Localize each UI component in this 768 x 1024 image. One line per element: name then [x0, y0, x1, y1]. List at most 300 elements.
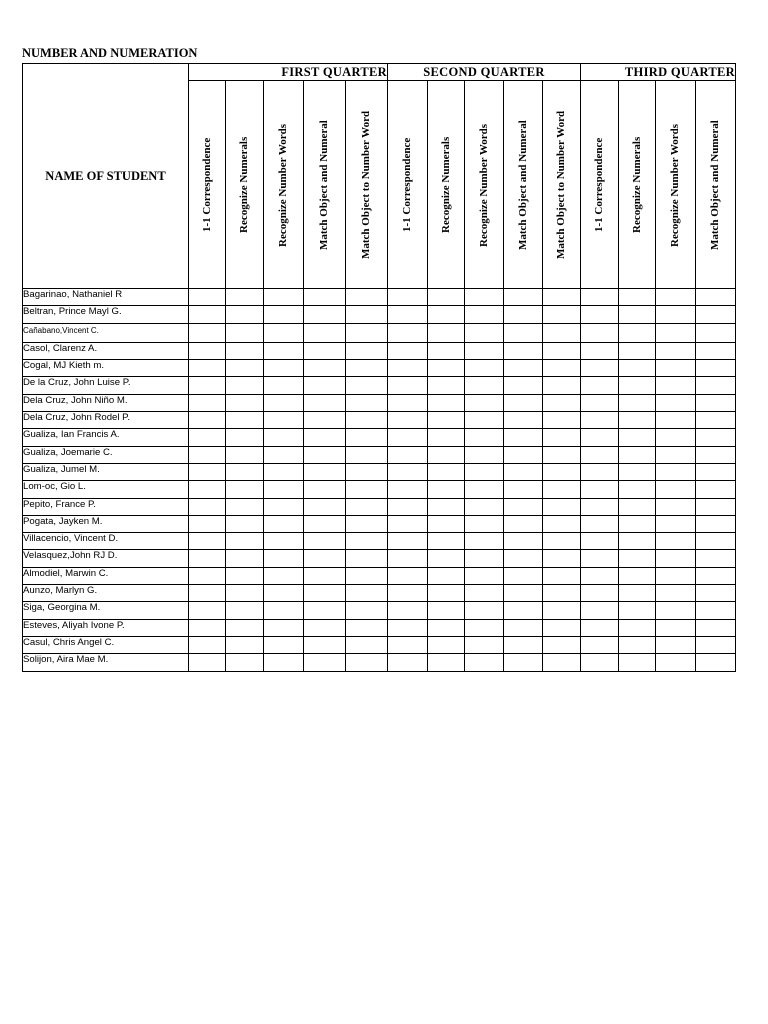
score-cell[interactable] [465, 463, 504, 480]
score-cell[interactable] [428, 585, 465, 602]
score-cell[interactable] [388, 619, 428, 636]
score-cell[interactable] [543, 636, 581, 653]
score-cell[interactable] [696, 585, 736, 602]
score-cell[interactable] [504, 394, 543, 411]
score-cell[interactable] [264, 481, 304, 498]
score-cell[interactable] [346, 446, 388, 463]
score-cell[interactable] [656, 446, 696, 463]
score-cell[interactable] [189, 481, 226, 498]
score-cell[interactable] [346, 377, 388, 394]
score-cell[interactable] [226, 481, 264, 498]
score-cell[interactable] [189, 306, 226, 323]
score-cell[interactable] [304, 446, 346, 463]
score-cell[interactable] [581, 619, 619, 636]
score-cell[interactable] [428, 323, 465, 342]
score-cell[interactable] [264, 289, 304, 306]
score-cell[interactable] [504, 306, 543, 323]
score-cell[interactable] [346, 360, 388, 377]
score-cell[interactable] [304, 323, 346, 342]
score-cell[interactable] [264, 619, 304, 636]
score-cell[interactable] [543, 481, 581, 498]
score-cell[interactable] [226, 360, 264, 377]
score-cell[interactable] [465, 602, 504, 619]
score-cell[interactable] [264, 550, 304, 567]
score-cell[interactable] [388, 463, 428, 480]
score-cell[interactable] [428, 567, 465, 584]
score-cell[interactable] [696, 360, 736, 377]
score-cell[interactable] [346, 429, 388, 446]
score-cell[interactable] [465, 289, 504, 306]
score-cell[interactable] [388, 289, 428, 306]
score-cell[interactable] [226, 550, 264, 567]
score-cell[interactable] [543, 289, 581, 306]
score-cell[interactable] [226, 602, 264, 619]
score-cell[interactable] [304, 636, 346, 653]
score-cell[interactable] [619, 585, 656, 602]
score-cell[interactable] [465, 394, 504, 411]
score-cell[interactable] [304, 550, 346, 567]
score-cell[interactable] [189, 654, 226, 671]
score-cell[interactable] [304, 377, 346, 394]
score-cell[interactable] [619, 289, 656, 306]
score-cell[interactable] [304, 619, 346, 636]
score-cell[interactable] [696, 619, 736, 636]
score-cell[interactable] [504, 360, 543, 377]
score-cell[interactable] [264, 463, 304, 480]
score-cell[interactable] [581, 377, 619, 394]
score-cell[interactable] [346, 463, 388, 480]
score-cell[interactable] [388, 515, 428, 532]
score-cell[interactable] [388, 446, 428, 463]
score-cell[interactable] [304, 289, 346, 306]
score-cell[interactable] [581, 446, 619, 463]
score-cell[interactable] [581, 602, 619, 619]
score-cell[interactable] [264, 323, 304, 342]
score-cell[interactable] [656, 377, 696, 394]
score-cell[interactable] [619, 515, 656, 532]
score-cell[interactable] [264, 654, 304, 671]
score-cell[interactable] [543, 533, 581, 550]
score-cell[interactable] [656, 394, 696, 411]
score-cell[interactable] [346, 342, 388, 359]
score-cell[interactable] [189, 289, 226, 306]
score-cell[interactable] [581, 323, 619, 342]
score-cell[interactable] [581, 306, 619, 323]
score-cell[interactable] [264, 412, 304, 429]
score-cell[interactable] [543, 567, 581, 584]
score-cell[interactable] [619, 636, 656, 653]
score-cell[interactable] [388, 636, 428, 653]
score-cell[interactable] [581, 498, 619, 515]
score-cell[interactable] [189, 360, 226, 377]
score-cell[interactable] [428, 306, 465, 323]
score-cell[interactable] [504, 429, 543, 446]
score-cell[interactable] [189, 446, 226, 463]
score-cell[interactable] [264, 429, 304, 446]
score-cell[interactable] [504, 289, 543, 306]
score-cell[interactable] [696, 394, 736, 411]
score-cell[interactable] [581, 550, 619, 567]
score-cell[interactable] [189, 377, 226, 394]
score-cell[interactable] [304, 654, 346, 671]
score-cell[interactable] [428, 394, 465, 411]
score-cell[interactable] [656, 602, 696, 619]
score-cell[interactable] [696, 446, 736, 463]
score-cell[interactable] [581, 585, 619, 602]
score-cell[interactable] [189, 585, 226, 602]
score-cell[interactable] [696, 550, 736, 567]
score-cell[interactable] [428, 619, 465, 636]
score-cell[interactable] [581, 394, 619, 411]
score-cell[interactable] [226, 463, 264, 480]
score-cell[interactable] [543, 602, 581, 619]
score-cell[interactable] [581, 567, 619, 584]
score-cell[interactable] [226, 619, 264, 636]
score-cell[interactable] [656, 498, 696, 515]
score-cell[interactable] [388, 394, 428, 411]
score-cell[interactable] [388, 323, 428, 342]
score-cell[interactable] [226, 323, 264, 342]
score-cell[interactable] [656, 412, 696, 429]
score-cell[interactable] [346, 306, 388, 323]
score-cell[interactable] [189, 636, 226, 653]
score-cell[interactable] [619, 567, 656, 584]
score-cell[interactable] [581, 463, 619, 480]
score-cell[interactable] [696, 342, 736, 359]
score-cell[interactable] [388, 429, 428, 446]
score-cell[interactable] [504, 342, 543, 359]
score-cell[interactable] [465, 306, 504, 323]
score-cell[interactable] [696, 289, 736, 306]
score-cell[interactable] [619, 463, 656, 480]
score-cell[interactable] [465, 619, 504, 636]
score-cell[interactable] [656, 619, 696, 636]
score-cell[interactable] [543, 585, 581, 602]
score-cell[interactable] [696, 498, 736, 515]
score-cell[interactable] [543, 498, 581, 515]
score-cell[interactable] [696, 515, 736, 532]
score-cell[interactable] [226, 567, 264, 584]
score-cell[interactable] [304, 602, 346, 619]
score-cell[interactable] [696, 429, 736, 446]
score-cell[interactable] [264, 636, 304, 653]
score-cell[interactable] [543, 394, 581, 411]
score-cell[interactable] [465, 636, 504, 653]
score-cell[interactable] [465, 550, 504, 567]
score-cell[interactable] [504, 481, 543, 498]
score-cell[interactable] [189, 463, 226, 480]
score-cell[interactable] [304, 498, 346, 515]
score-cell[interactable] [346, 498, 388, 515]
score-cell[interactable] [619, 481, 656, 498]
score-cell[interactable] [189, 412, 226, 429]
score-cell[interactable] [465, 515, 504, 532]
score-cell[interactable] [465, 323, 504, 342]
score-cell[interactable] [543, 619, 581, 636]
score-cell[interactable] [428, 342, 465, 359]
score-cell[interactable] [264, 360, 304, 377]
score-cell[interactable] [619, 498, 656, 515]
score-cell[interactable] [226, 289, 264, 306]
score-cell[interactable] [264, 394, 304, 411]
score-cell[interactable] [346, 481, 388, 498]
score-cell[interactable] [504, 323, 543, 342]
score-cell[interactable] [264, 515, 304, 532]
score-cell[interactable] [264, 533, 304, 550]
score-cell[interactable] [543, 342, 581, 359]
score-cell[interactable] [543, 360, 581, 377]
score-cell[interactable] [304, 394, 346, 411]
score-cell[interactable] [304, 360, 346, 377]
score-cell[interactable] [346, 289, 388, 306]
score-cell[interactable] [388, 481, 428, 498]
score-cell[interactable] [543, 654, 581, 671]
score-cell[interactable] [189, 498, 226, 515]
score-cell[interactable] [619, 602, 656, 619]
score-cell[interactable] [543, 306, 581, 323]
score-cell[interactable] [619, 619, 656, 636]
score-cell[interactable] [428, 446, 465, 463]
score-cell[interactable] [226, 446, 264, 463]
score-cell[interactable] [696, 533, 736, 550]
score-cell[interactable] [346, 533, 388, 550]
score-cell[interactable] [388, 360, 428, 377]
score-cell[interactable] [428, 412, 465, 429]
score-cell[interactable] [656, 342, 696, 359]
score-cell[interactable] [388, 306, 428, 323]
score-cell[interactable] [189, 602, 226, 619]
score-cell[interactable] [388, 498, 428, 515]
score-cell[interactable] [304, 515, 346, 532]
score-cell[interactable] [696, 602, 736, 619]
score-cell[interactable] [504, 446, 543, 463]
score-cell[interactable] [428, 289, 465, 306]
score-cell[interactable] [543, 550, 581, 567]
score-cell[interactable] [428, 429, 465, 446]
score-cell[interactable] [504, 602, 543, 619]
score-cell[interactable] [619, 342, 656, 359]
score-cell[interactable] [304, 342, 346, 359]
score-cell[interactable] [189, 342, 226, 359]
score-cell[interactable] [346, 585, 388, 602]
score-cell[interactable] [428, 481, 465, 498]
score-cell[interactable] [346, 394, 388, 411]
score-cell[interactable] [388, 654, 428, 671]
score-cell[interactable] [226, 498, 264, 515]
score-cell[interactable] [304, 585, 346, 602]
score-cell[interactable] [264, 585, 304, 602]
score-cell[interactable] [656, 567, 696, 584]
score-cell[interactable] [465, 342, 504, 359]
score-cell[interactable] [264, 602, 304, 619]
score-cell[interactable] [428, 636, 465, 653]
score-cell[interactable] [388, 602, 428, 619]
score-cell[interactable] [189, 515, 226, 532]
score-cell[interactable] [388, 377, 428, 394]
score-cell[interactable] [264, 342, 304, 359]
score-cell[interactable] [304, 306, 346, 323]
score-cell[interactable] [543, 446, 581, 463]
score-cell[interactable] [656, 463, 696, 480]
score-cell[interactable] [619, 360, 656, 377]
score-cell[interactable] [304, 481, 346, 498]
score-cell[interactable] [504, 654, 543, 671]
score-cell[interactable] [696, 567, 736, 584]
score-cell[interactable] [581, 654, 619, 671]
score-cell[interactable] [504, 412, 543, 429]
score-cell[interactable] [696, 654, 736, 671]
score-cell[interactable] [465, 498, 504, 515]
score-cell[interactable] [465, 429, 504, 446]
score-cell[interactable] [656, 429, 696, 446]
score-cell[interactable] [428, 515, 465, 532]
score-cell[interactable] [504, 533, 543, 550]
score-cell[interactable] [656, 533, 696, 550]
score-cell[interactable] [465, 446, 504, 463]
score-cell[interactable] [656, 323, 696, 342]
score-cell[interactable] [543, 323, 581, 342]
score-cell[interactable] [226, 585, 264, 602]
score-cell[interactable] [656, 636, 696, 653]
score-cell[interactable] [189, 323, 226, 342]
score-cell[interactable] [504, 498, 543, 515]
score-cell[interactable] [346, 550, 388, 567]
score-cell[interactable] [465, 585, 504, 602]
score-cell[interactable] [619, 654, 656, 671]
score-cell[interactable] [346, 323, 388, 342]
score-cell[interactable] [226, 533, 264, 550]
score-cell[interactable] [226, 394, 264, 411]
score-cell[interactable] [304, 463, 346, 480]
score-cell[interactable] [504, 463, 543, 480]
score-cell[interactable] [428, 654, 465, 671]
score-cell[interactable] [465, 412, 504, 429]
score-cell[interactable] [264, 306, 304, 323]
score-cell[interactable] [619, 377, 656, 394]
score-cell[interactable] [304, 533, 346, 550]
score-cell[interactable] [619, 550, 656, 567]
score-cell[interactable] [504, 585, 543, 602]
score-cell[interactable] [465, 377, 504, 394]
score-cell[interactable] [619, 412, 656, 429]
score-cell[interactable] [656, 515, 696, 532]
score-cell[interactable] [189, 567, 226, 584]
score-cell[interactable] [428, 498, 465, 515]
score-cell[interactable] [346, 515, 388, 532]
score-cell[interactable] [226, 429, 264, 446]
score-cell[interactable] [656, 306, 696, 323]
score-cell[interactable] [428, 602, 465, 619]
score-cell[interactable] [581, 481, 619, 498]
score-cell[interactable] [696, 377, 736, 394]
score-cell[interactable] [264, 446, 304, 463]
score-cell[interactable] [696, 481, 736, 498]
score-cell[interactable] [696, 323, 736, 342]
score-cell[interactable] [619, 446, 656, 463]
score-cell[interactable] [346, 567, 388, 584]
score-cell[interactable] [428, 360, 465, 377]
score-cell[interactable] [504, 550, 543, 567]
score-cell[interactable] [581, 289, 619, 306]
score-cell[interactable] [543, 463, 581, 480]
score-cell[interactable] [543, 377, 581, 394]
score-cell[interactable] [581, 342, 619, 359]
score-cell[interactable] [388, 533, 428, 550]
score-cell[interactable] [619, 533, 656, 550]
score-cell[interactable] [226, 654, 264, 671]
score-cell[interactable] [304, 429, 346, 446]
score-cell[interactable] [581, 412, 619, 429]
score-cell[interactable] [504, 515, 543, 532]
score-cell[interactable] [696, 306, 736, 323]
score-cell[interactable] [619, 429, 656, 446]
score-cell[interactable] [581, 636, 619, 653]
score-cell[interactable] [346, 602, 388, 619]
score-cell[interactable] [264, 498, 304, 515]
score-cell[interactable] [428, 533, 465, 550]
score-cell[interactable] [189, 394, 226, 411]
score-cell[interactable] [189, 550, 226, 567]
score-cell[interactable] [656, 654, 696, 671]
score-cell[interactable] [696, 636, 736, 653]
score-cell[interactable] [504, 619, 543, 636]
score-cell[interactable] [656, 585, 696, 602]
score-cell[interactable] [465, 567, 504, 584]
score-cell[interactable] [428, 550, 465, 567]
score-cell[interactable] [189, 533, 226, 550]
score-cell[interactable] [619, 306, 656, 323]
score-cell[interactable] [656, 481, 696, 498]
score-cell[interactable] [226, 377, 264, 394]
score-cell[interactable] [346, 412, 388, 429]
score-cell[interactable] [465, 360, 504, 377]
score-cell[interactable] [428, 463, 465, 480]
score-cell[interactable] [543, 429, 581, 446]
score-cell[interactable] [226, 636, 264, 653]
score-cell[interactable] [346, 654, 388, 671]
score-cell[interactable] [264, 567, 304, 584]
score-cell[interactable] [388, 567, 428, 584]
score-cell[interactable] [696, 412, 736, 429]
score-cell[interactable] [465, 654, 504, 671]
score-cell[interactable] [504, 567, 543, 584]
score-cell[interactable] [388, 550, 428, 567]
score-cell[interactable] [226, 515, 264, 532]
score-cell[interactable] [619, 323, 656, 342]
score-cell[interactable] [226, 412, 264, 429]
score-cell[interactable] [226, 342, 264, 359]
score-cell[interactable] [543, 412, 581, 429]
score-cell[interactable] [264, 377, 304, 394]
score-cell[interactable] [581, 360, 619, 377]
score-cell[interactable] [581, 429, 619, 446]
score-cell[interactable] [504, 377, 543, 394]
score-cell[interactable] [226, 306, 264, 323]
score-cell[interactable] [346, 636, 388, 653]
score-cell[interactable] [656, 360, 696, 377]
score-cell[interactable] [656, 289, 696, 306]
score-cell[interactable] [581, 533, 619, 550]
score-cell[interactable] [465, 533, 504, 550]
score-cell[interactable] [504, 636, 543, 653]
score-cell[interactable] [388, 585, 428, 602]
score-cell[interactable] [346, 619, 388, 636]
score-cell[interactable] [428, 377, 465, 394]
score-cell[interactable] [619, 394, 656, 411]
score-cell[interactable] [304, 567, 346, 584]
score-cell[interactable] [388, 412, 428, 429]
score-cell[interactable] [696, 463, 736, 480]
